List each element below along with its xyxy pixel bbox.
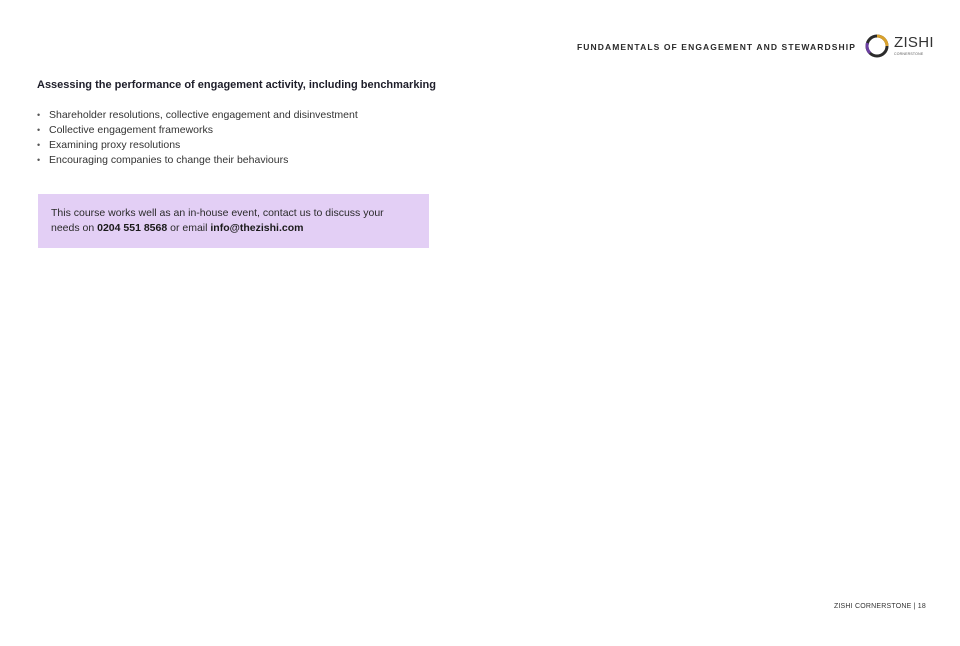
bullet-item: • Collective engagement frameworks xyxy=(37,123,358,138)
header-title: FUNDAMENTALS OF ENGAGEMENT AND STEWARDSHIP xyxy=(576,42,856,52)
bullet-item: • Examining proxy resolutions xyxy=(37,138,358,153)
bullet-item: • Encouraging companies to change their behaviours xyxy=(37,153,358,168)
zishi-logo xyxy=(864,33,934,61)
callout-line-2 xyxy=(51,221,416,236)
logo-subtitle: CORNERSTONE xyxy=(894,52,924,56)
bullet-item: • Shareholder resolutions, collective engagement and disinvestment xyxy=(37,108,358,123)
phone-number[interactable]: 0204 551 8568 xyxy=(97,222,168,234)
email-link[interactable]: info@thezishi.com xyxy=(210,222,304,234)
bullet-list xyxy=(37,108,358,168)
callout-prefix: needs on xyxy=(51,222,98,234)
callout-mid: or email xyxy=(167,222,211,234)
page-footer: ZISHI CORNERSTONE | 18 xyxy=(833,603,926,610)
logo-ring-icon xyxy=(864,33,890,59)
section-heading: Assessing the performance of engagement activity, including benchmarking xyxy=(37,79,436,91)
logo-wordmark: ZISHI xyxy=(894,34,934,51)
contact-callout xyxy=(38,194,429,248)
callout-line-1: This course works well as an in-house event, contact us to discuss your xyxy=(51,207,384,219)
